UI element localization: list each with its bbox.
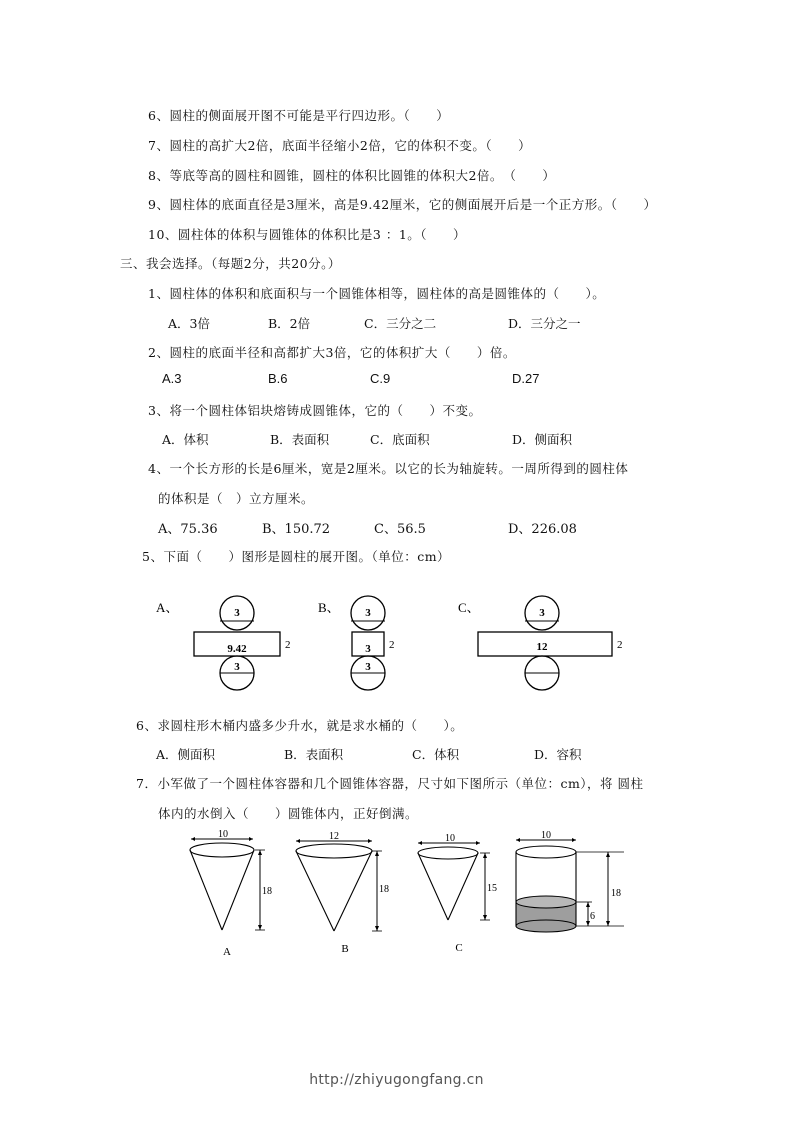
cone-b: [296, 831, 389, 955]
q4-option-d: D、226.08: [508, 522, 577, 537]
cone-c-diameter: 10: [445, 833, 455, 844]
q1-option-b: B．2倍: [268, 316, 311, 331]
q4-option-a: A、75.36: [158, 522, 218, 537]
q1-option-a: A．3倍: [168, 316, 210, 331]
q2-option-c: C.9: [370, 371, 391, 386]
judgment-7: 7、圆柱的高扩大2倍，底面半径缩小2倍，它的体积不变。（ ）: [148, 138, 532, 153]
cone-a-height: 18: [262, 886, 272, 897]
question-4-line-2: 的体积是（ ）立方厘米。: [158, 491, 315, 506]
net-a-top-label: 3: [234, 607, 240, 619]
q6-option-b: B．表面积: [284, 747, 344, 762]
net-b-label: B、: [318, 600, 340, 615]
question-1: 1、圆柱体的体积和底面积与一个圆锥体相等，圆柱体的高是圆锥体的（ ）。: [148, 286, 606, 301]
cone-a-label: A: [223, 946, 231, 958]
question-4-line-1: 4、一个长方形的长是6厘米，宽是2厘米。以它的长为轴旋转。一周所得到的圆柱体: [148, 461, 629, 476]
net-a-label: A、: [156, 600, 179, 615]
net-figure-b: [318, 596, 395, 690]
section-heading: 三、我会选择。（每题2分，共20分。）: [120, 256, 341, 271]
q4-option-c: C、56.5: [374, 522, 426, 537]
net-a-rect-label: 9.42: [227, 643, 247, 655]
judgment-8: 8、等底等高的圆柱和圆锥，圆柱的体积比圆锥的体积大2倍。 （ ）: [148, 168, 556, 183]
judgment-6: 6、圆柱的侧面展开图不可能是平行四边形。（ ）: [148, 108, 450, 123]
q3-option-d: D．侧面积: [512, 432, 573, 447]
q6-option-a: A．侧面积: [156, 747, 216, 762]
cone-c: [418, 833, 497, 954]
cone-b-label: B: [341, 943, 349, 955]
q2-option-b: B.6: [268, 371, 288, 386]
cone-a: [190, 829, 272, 958]
q2-option-d: D.27: [512, 371, 540, 386]
cylinder-diameter: 10: [541, 830, 551, 841]
net-figure-a: [156, 596, 291, 690]
question-3: 3、将一个圆柱体铝块熔铸成圆锥体，它的（ ）不变。: [148, 403, 482, 418]
net-c-label: C、: [458, 600, 480, 615]
judgment-9: 9、圆柱体的底面直径是3厘米，高是9.42厘米，它的侧面展开后是一个正方形。（ ）: [148, 197, 657, 212]
q1-option-c: C．三分之二: [364, 316, 437, 331]
q4-option-b: B、150.72: [262, 522, 331, 537]
net-b-top-label: 3: [365, 607, 371, 619]
cylinder-height: 18: [611, 888, 621, 899]
net-c-side-label: 2: [617, 639, 623, 651]
cone-b-height: 18: [379, 884, 389, 895]
question-5: 5、下面（ ）图形是圆柱的展开图。（单位：cm）: [142, 549, 451, 564]
net-b-side-label: 2: [389, 639, 395, 651]
question-2: 2、圆柱的底面半径和高都扩大3倍，它的体积扩大（ ）倍。: [148, 345, 516, 360]
cone-c-label: C: [455, 942, 463, 954]
q6-option-d: D．容积: [534, 747, 582, 762]
cone-b-diameter: 12: [329, 831, 339, 842]
q3-option-c: C．底面积: [370, 432, 430, 447]
net-a-side-label: 2: [285, 639, 291, 651]
q6-option-c: C．体积: [412, 747, 460, 762]
question-6: 6、求圆柱形木桶内盛多少升水，就是求水桶的（ ）。: [136, 718, 464, 733]
q2-option-a: A.3: [162, 371, 182, 386]
net-c-top-label: 3: [539, 607, 545, 619]
net-b-bottom-label: 3: [365, 661, 371, 673]
cone-c-height: 15: [487, 883, 497, 894]
q5-net-figures: [150, 592, 630, 694]
cylinder: [516, 830, 624, 932]
q7-containers-figure: [180, 828, 640, 960]
net-figure-c: [458, 596, 623, 690]
judgment-10: 10、圆柱体的体积与圆锥体的体积比是3 ：1。（ ）: [148, 227, 467, 242]
net-c-rect-label: 12: [536, 641, 548, 653]
q1-option-d: D．三分之一: [508, 316, 581, 331]
net-a-bottom-label: 3: [234, 661, 240, 673]
q3-option-a: A．体积: [162, 432, 209, 447]
question-7-line-1: 7．小军做了一个圆柱体容器和几个圆锥体容器，尺寸如下图所示（单位：cm），将 圆柱: [136, 776, 644, 791]
footer-url: http://zhiyugongfang.cn: [309, 1072, 484, 1088]
cylinder-water-height: 6: [590, 911, 595, 922]
net-b-rect-label: 3: [365, 643, 371, 655]
cone-a-diameter: 10: [218, 829, 228, 840]
q3-option-b: B．表面积: [270, 432, 330, 447]
question-7-line-2: 体内的水倒入（ ）圆锥体内，正好倒满。: [158, 806, 419, 821]
